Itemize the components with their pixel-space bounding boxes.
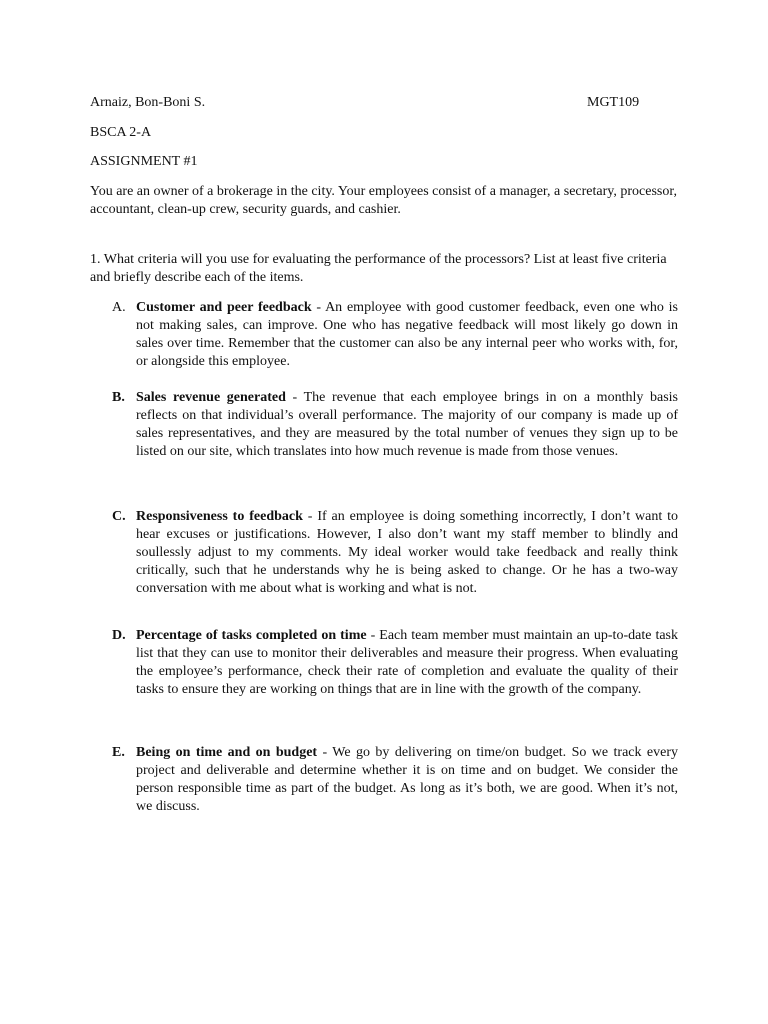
criterion-description: - Each team member must maintain an up-to-date task list that they can use to monitor their deliverables and measure their progress. When evaluating the employee’s performance, check their rate of completion and evaluate the quality of their tasks to ensure they are working on things that are in line with the growth of the company. (136, 628, 678, 697)
criterion-term: Sales revenue generated (136, 390, 286, 405)
list-item-body (136, 299, 678, 371)
criterion-description: - The revenue that each employee brings in on a monthly basis reflects on that individual’s overall performance. The majority of our company is made up of sales representatives, and they are measured by the total number of venues they sign up to be listed on our site, which translates into how much revenue is made from those venues. (136, 390, 678, 459)
criterion-term: Customer and peer feedback (136, 300, 312, 315)
list-marker: E. (112, 745, 125, 760)
intro-paragraph: You are an owner of a brokerage in the city. Your employees consist of a manager, a secretary, processor, accountant, clean-up crew, security guards, and cashier. (90, 184, 677, 217)
list-item-body (136, 389, 678, 461)
assignment-title: ASSIGNMENT #1 (90, 154, 198, 169)
list-marker: D. (112, 628, 126, 643)
criterion-term: Being on time and on budget (136, 745, 318, 760)
list-marker: C. (112, 509, 126, 524)
list-marker: A. (112, 300, 126, 315)
list-item (112, 299, 678, 371)
list-marker: B. (112, 390, 125, 405)
header-row (90, 94, 690, 112)
criterion-description: - An employee with good customer feedback, even one who is not making sales, can improve. One who has negative feedback will most likely go down in sales over time. Remember that the customer can also be any internal peer who works with, for, or alongside this employee. (136, 300, 678, 369)
list-item (112, 508, 678, 598)
list-item (112, 744, 678, 816)
question-paragraph: 1. What criteria will you use for evaluating the performance of the processors? List at least five criteria and briefly describe each of the items. (90, 252, 667, 285)
student-name: Arnaiz, Bon-Boni S. (90, 95, 206, 110)
criterion-description: - We go by delivering on time/on budget. So we track every project and deliverable and determine whether it is on time and on budget. We consider the person responsible time as part of the budget. As long as it’s both, we are good. When it’s not, we discuss. (136, 745, 678, 814)
criterion-term: Responsiveness to feedback (136, 509, 303, 524)
list-item (112, 627, 678, 699)
section-label: BSCA 2-A (90, 125, 152, 140)
list-item-body (136, 627, 678, 699)
list-item-body (136, 508, 678, 598)
criterion-description: - If an employee is doing something incorrectly, I don’t want to hear excuses or justifications. However, I also don’t want my staff member to blindly and soullessly adjust to my comments. My ideal worker would take feedback and really think critically, such that he understands why he is being asked to change. Or he has a two-way conversation with me about what is working and what is not. (136, 509, 678, 596)
criterion-term: Percentage of tasks completed on time (136, 628, 367, 643)
list-item-body (136, 744, 678, 816)
course-code: MGT109 (587, 95, 640, 110)
list-item (112, 389, 678, 461)
